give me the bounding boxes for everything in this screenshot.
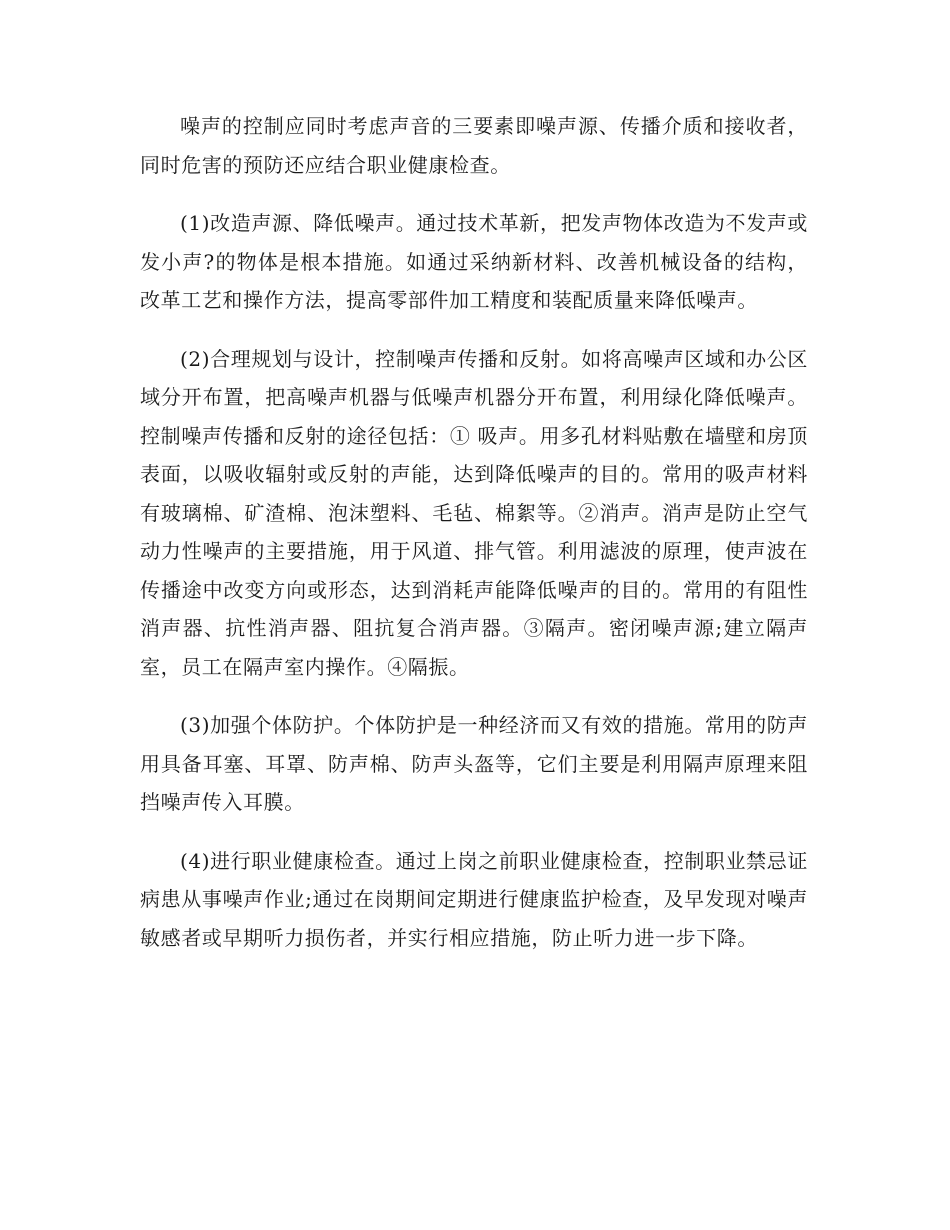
paragraph-4-health-examination: (4)进行职业健康检查。通过上岗之前职业健康检查，控制职业禁忌证病患从事噪声作业;通过在岗期间定期进行健康监护检查，及早发现对噪声敏感者或早期听力损伤者，并实行相应措施，防止听力进一步下降。 (140, 848, 808, 950)
paragraph-1-source-control: (1)改造声源、降低噪声。通过技术革新，把发声物体改造为不发声或发小声?的物体是根本措施。如通过采纳新材料、改善机械设备的结构，改革工艺和操作方法，提高零部件加工精度和装配质量来降低噪声。 (140, 211, 808, 312)
document-body (140, 107, 808, 977)
paragraph-2-planning-design: (2)合理规划与设计，控制噪声传播和反射。如将高噪声区域和办公区域分开布置，把高噪声机器与低噪声机器分开布置，利用绿化降低噪声。控制噪声传播和反射的途径包括：① 吸声。用多孔材料贴敷在墙壁和房顶表面，以吸收辐射或反射的声能，达到降低噪声的目的。常用的吸声材料有玻璃棉、矿渣棉、泡沫塑料、毛毡、棉絮等。②消声。消声是防止空气动力性噪声的主要措施，用于风道、排气管。利用滤波的原理，使声波在传播途中改变方向或形态，达到消耗声能降低噪声的目的。常用的有阻性消声器、抗性消声器、阻抗复合消声器。③隔声。密闭噪声源;建立隔声室，员工在隔声室内操作。④隔振。 (140, 346, 808, 679)
paragraph-intro: 噪声的控制应同时考虑声音的三要素即噪声源、传播介质和接收者，同时危害的预防还应结合职业健康检查。 (140, 114, 808, 177)
paragraph-3-personal-protection: (3)加强个体防护。个体防护是一种经济而又有效的措施。常用的防声用具备耳塞、耳罩、防声棉、防声头盔等，它们主要是利用隔声原理来阻挡噪声传入耳膜。 (140, 713, 808, 814)
